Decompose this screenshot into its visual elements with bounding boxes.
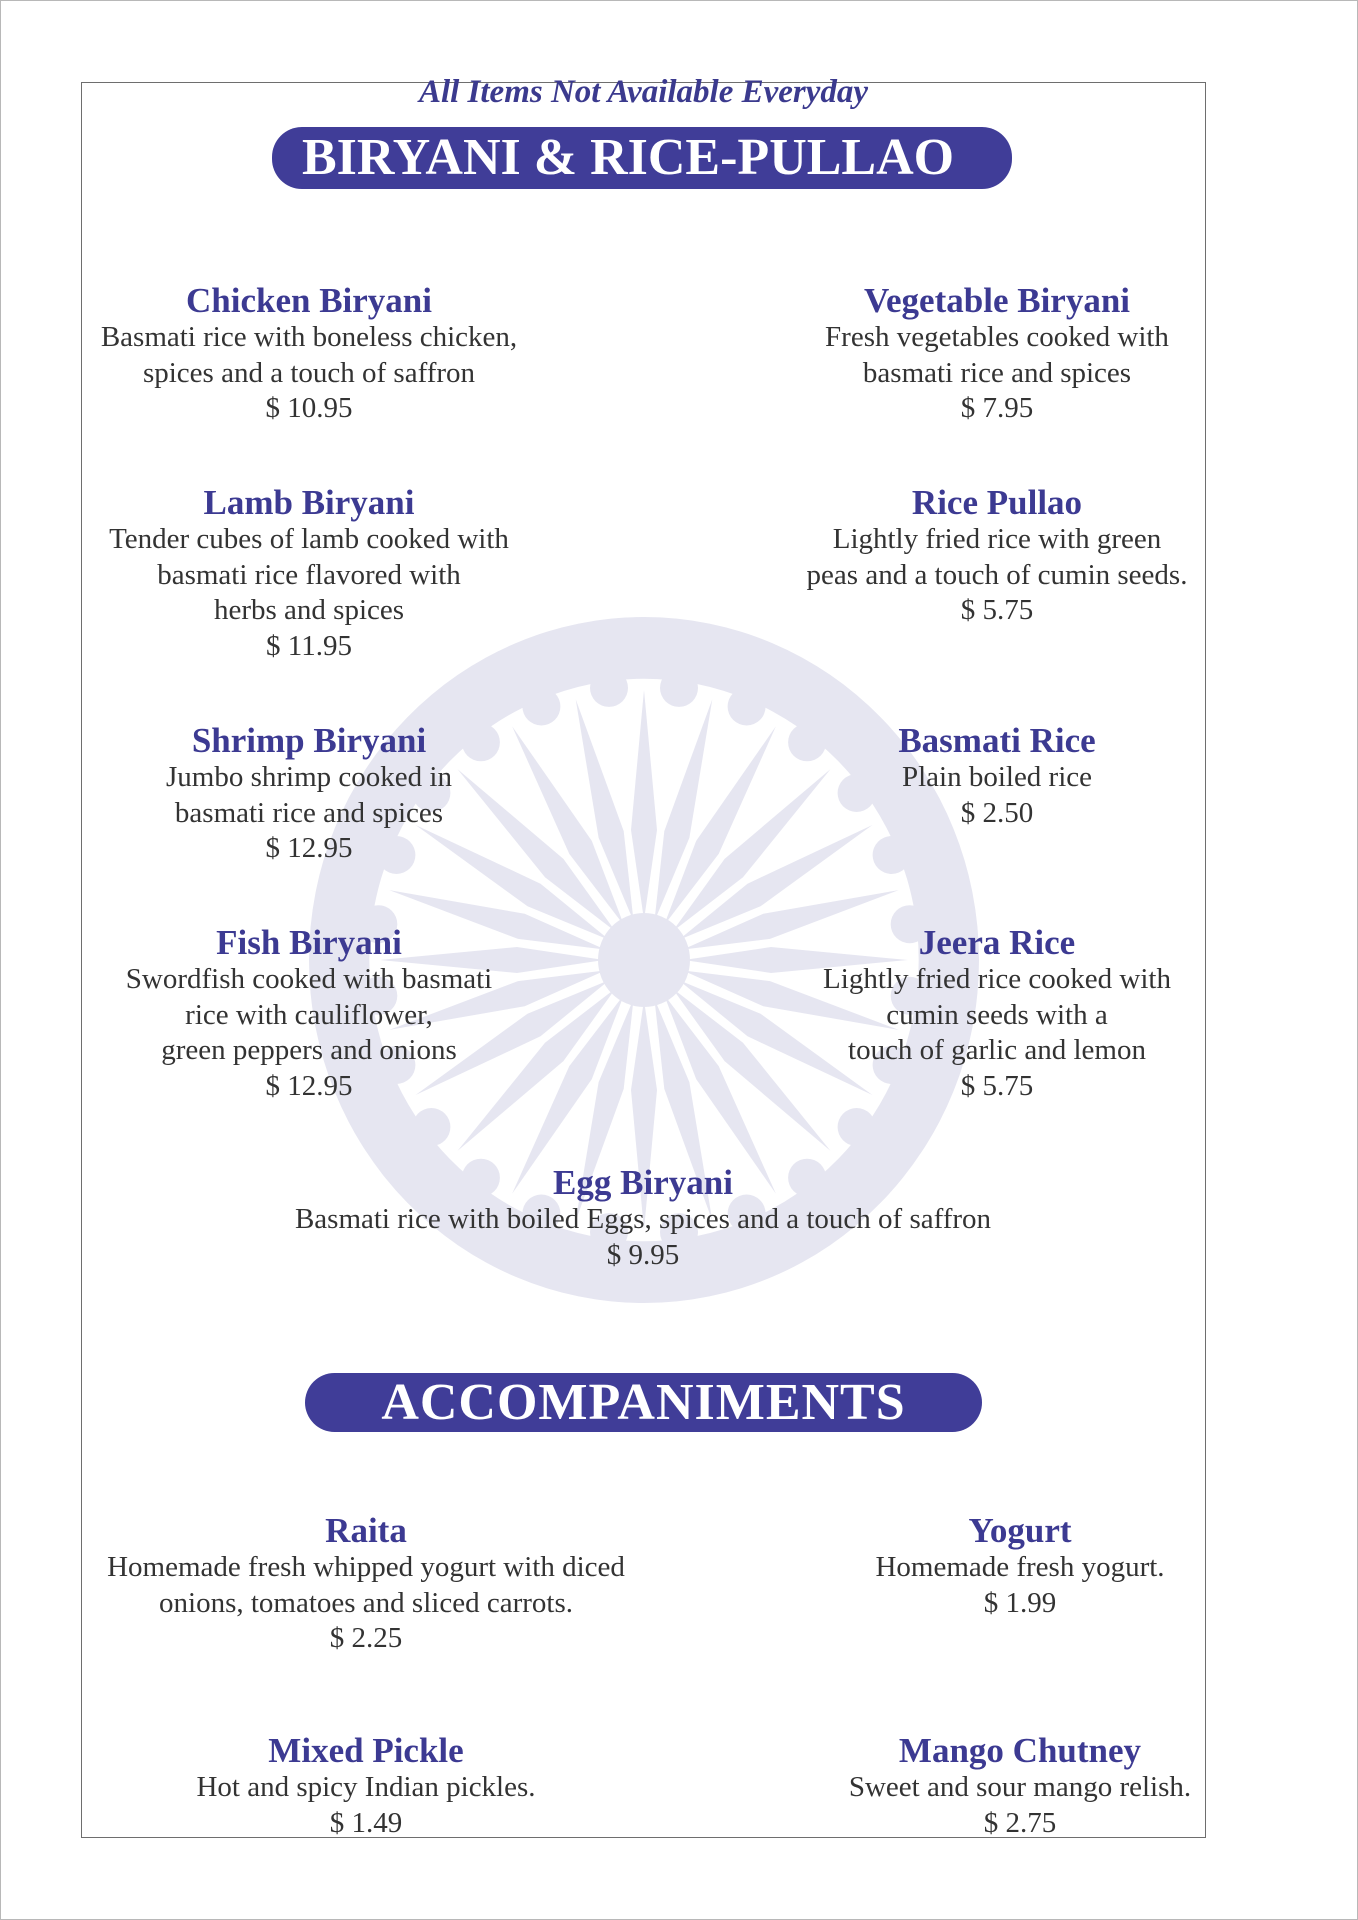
item-description-line: Basmati rice with boiled Eggs, spices and a touch of saffron xyxy=(294,1203,992,1235)
item-description-line: cumin seeds with a xyxy=(886,998,1108,1031)
item-description-line: Homemade fresh yogurt. xyxy=(875,1551,1165,1583)
item-price: $ 5.75 xyxy=(960,594,1034,626)
item-name: Mixed Pickle xyxy=(268,1731,464,1770)
item-name: Yogurt xyxy=(968,1511,1072,1550)
item-description-line: Plain boiled rice xyxy=(901,761,1093,793)
item-description-line: Tender cubes of lamb cooked with xyxy=(109,523,509,555)
menu-item xyxy=(109,484,509,664)
menu-item xyxy=(101,282,517,427)
menu-item xyxy=(107,1512,625,1657)
menu-item xyxy=(126,924,492,1104)
item-name: Raita xyxy=(325,1511,407,1550)
item-name: Mango Chutney xyxy=(898,1731,1142,1770)
item-price: $ 11.95 xyxy=(266,629,352,662)
menu-item xyxy=(875,1512,1164,1621)
item-price: $ 12.95 xyxy=(265,832,353,864)
menu-item xyxy=(823,924,1171,1104)
item-description-line: spices and a touch of saffron xyxy=(142,356,476,389)
item-description-line: Jumbo shrimp cooked in xyxy=(166,761,452,793)
item-description-line: basmati rice and spices xyxy=(862,356,1132,389)
menu-item xyxy=(166,722,452,867)
item-description-line: Lightly fried rice with green xyxy=(832,523,1162,555)
item-price: $ 10.95 xyxy=(265,392,353,424)
availability-notice: All Items Not Available Everyday xyxy=(418,74,869,110)
item-description-line: basmati rice and spices xyxy=(174,796,444,829)
item-name: Jeera Rice xyxy=(918,923,1076,962)
item-price: $ 5.75 xyxy=(960,1069,1034,1102)
item-name: Chicken Biryani xyxy=(185,281,433,320)
item-name: Fish Biryani xyxy=(216,923,402,962)
item-description-line: herbs and spices xyxy=(213,594,405,626)
item-price: $ 2.50 xyxy=(960,796,1034,829)
item-description-line: Hot and spicy Indian pickles. xyxy=(196,1771,536,1803)
item-description-line: Swordfish cooked with basmati xyxy=(125,963,493,995)
item-description-line: Fresh vegetables cooked with xyxy=(825,321,1169,353)
item-description-line: Lightly fried rice cooked with xyxy=(823,963,1171,995)
menu-item xyxy=(825,282,1169,427)
menu-item xyxy=(295,1164,991,1273)
menu-item xyxy=(807,484,1188,629)
item-description-line: Sweet and sour mango relish. xyxy=(848,1771,1192,1803)
item-name: Vegetable Biryani xyxy=(863,281,1131,320)
item-name: Egg Biryani xyxy=(553,1163,733,1202)
item-description-line: peas and a touch of cumin seeds. xyxy=(806,558,1188,591)
item-name: Shrimp Biryani xyxy=(191,721,427,760)
item-name: Basmati Rice xyxy=(898,721,1096,760)
item-description-line: Basmati rice with boneless chicken, xyxy=(100,321,518,353)
item-description-line: green peppers and onions xyxy=(161,1034,457,1066)
menu-item xyxy=(898,722,1095,831)
menu-item xyxy=(849,1732,1191,1841)
item-name: Lamb Biryani xyxy=(203,483,415,522)
item-price: $ 9.95 xyxy=(606,1238,680,1271)
item-description-line: Homemade fresh whipped yogurt with diced xyxy=(107,1551,625,1583)
item-price: $ 2.25 xyxy=(329,1622,403,1654)
item-price: $ 1.99 xyxy=(983,1586,1057,1619)
item-description-line: touch of garlic and lemon xyxy=(848,1034,1146,1066)
item-price: $ 1.49 xyxy=(329,1806,403,1839)
item-price: $ 2.75 xyxy=(983,1806,1057,1839)
item-price: $ 12.95 xyxy=(265,1069,353,1102)
item-description-line: rice with cauliflower, xyxy=(185,998,433,1031)
section-banner-biryani: BIRYANI & RICE-PULLAO xyxy=(272,127,1012,189)
section-banner-accompaniments: ACCOMPANIMENTS xyxy=(305,1373,982,1432)
item-description-line: basmati rice flavored with xyxy=(157,558,461,591)
item-name: Rice Pullao xyxy=(911,483,1083,522)
item-description-line: onions, tomatoes and sliced carrots. xyxy=(159,1586,573,1619)
item-price: $ 7.95 xyxy=(960,392,1034,424)
menu-item xyxy=(196,1732,535,1841)
